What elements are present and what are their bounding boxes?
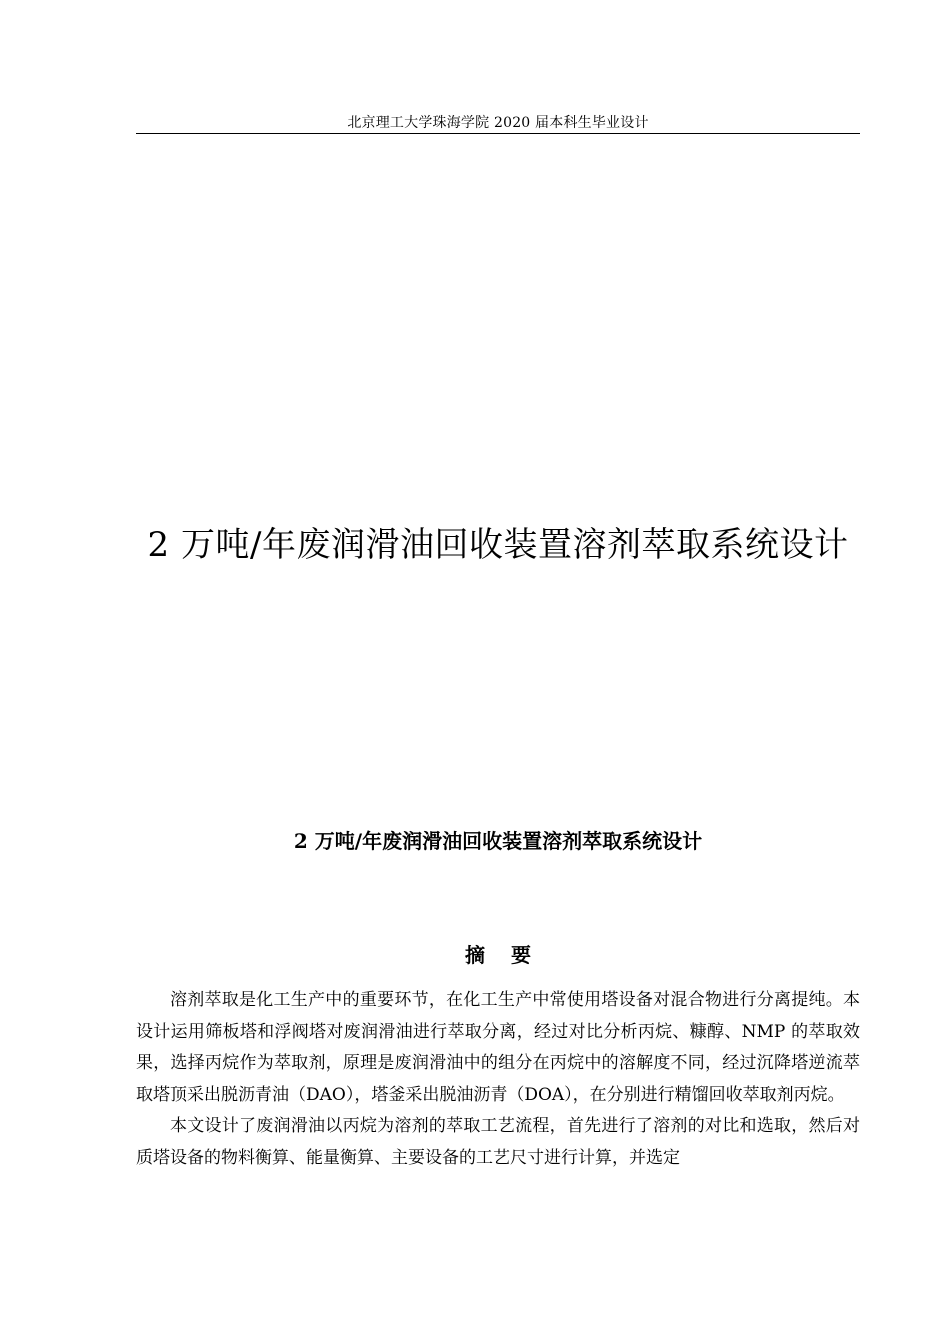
abstract-paragraph: 溶剂萃取是化工生产中的重要环节，在化工生产中常使用塔设备对混合物进行分离提纯。本设计运用筛板塔和浮阀塔对废润滑油进行萃取分离，经过对比分析丙烷、糠醇、NMP 的萃取效果，选择丙烷作为萃取剂，原理是废润滑油中的组分在丙烷中的溶解度不同，经过沉降塔逆流萃取塔顶采出脱沥青油（DAO），塔釜采出脱油沥青（DOA），在分别进行精馏回收萃取剂丙烷。 xyxy=(136,990,860,1105)
abstract-body xyxy=(136,985,860,1174)
thesis-title: 2 万吨/年废润滑油回收装置溶剂萃取系统设计 xyxy=(147,525,849,565)
page-header: 北京理工大学珠海学院 2020 届本科生毕业设计 xyxy=(347,115,649,131)
abstract-heading: 摘要 xyxy=(465,943,557,967)
header-rule xyxy=(136,133,860,134)
abstract-paragraph: 本文设计了废润滑油以丙烷为溶剂的萃取工艺流程，首先进行了溶剂的对比和选取，然后对质塔设备的物料衡算、能量衡算、主要设备的工艺尺寸进行计算，并选定 xyxy=(136,1116,860,1168)
abstract-title: 2 万吨/年废润滑油回收装置溶剂萃取系统设计 xyxy=(293,829,703,853)
